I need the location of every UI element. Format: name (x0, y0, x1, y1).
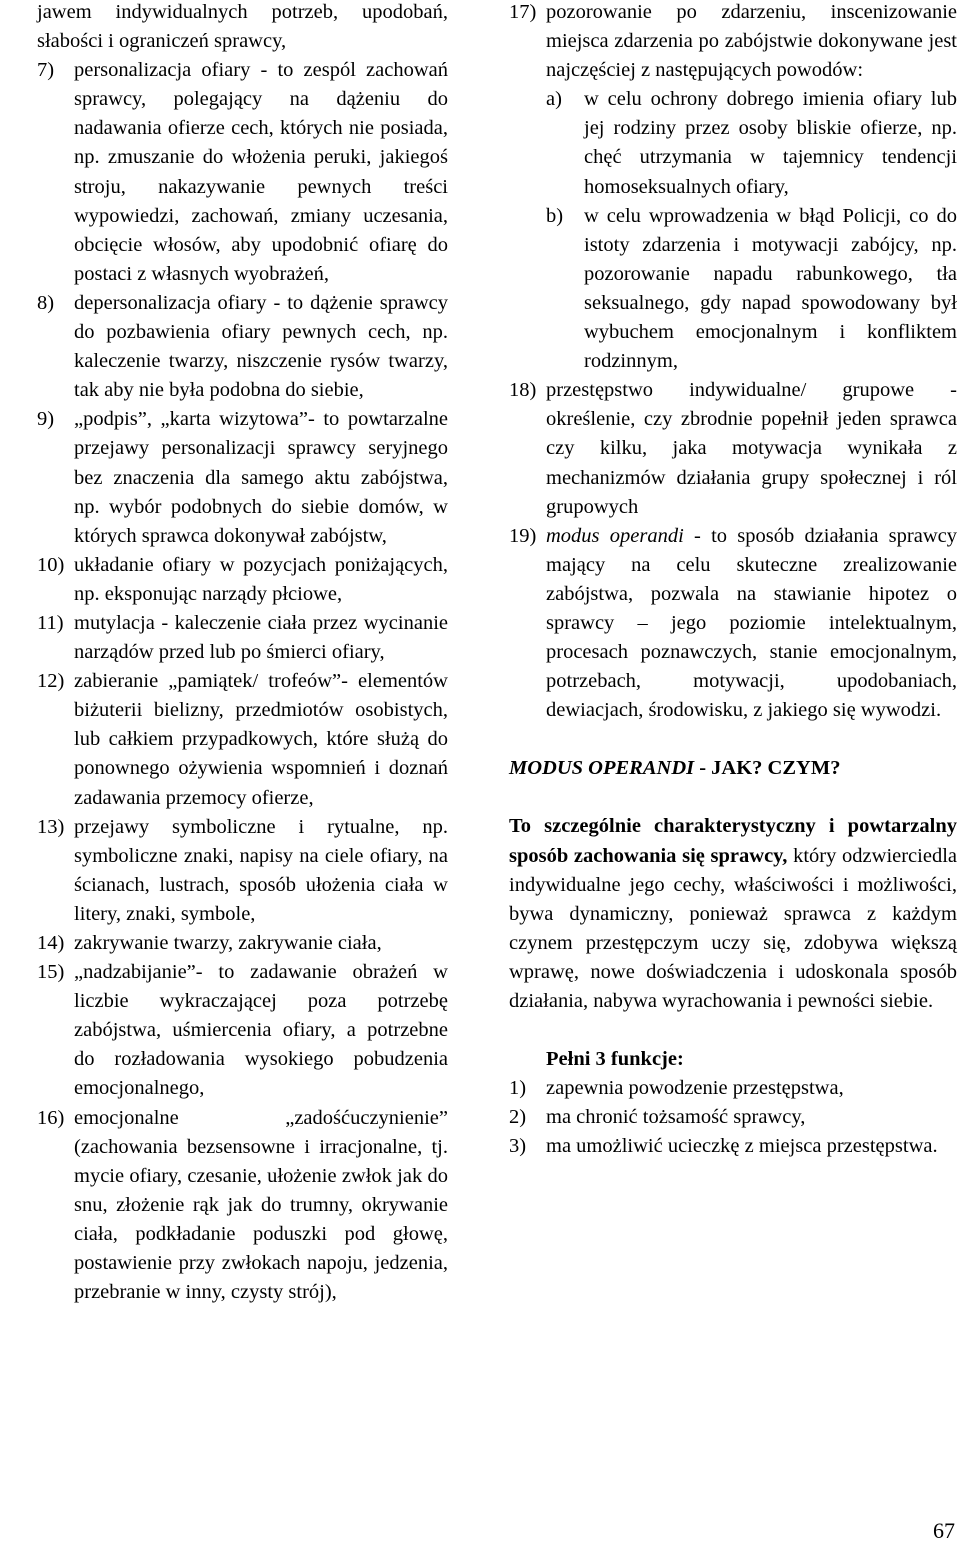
list-text: „nadzabijanie”- to zadawanie obrażeń w liczbie wykraczającej poza potrzebę zabójstwa, uśmiercenia ofiary, a potrzebne do rozładowania wysokiego pobudzenia emocjonalnego, (74, 961, 448, 1100)
sub-letter: b) (546, 204, 564, 227)
function-item-1 (509, 1074, 957, 1103)
spacer (509, 1016, 957, 1045)
list-number: 9) (37, 408, 55, 431)
list-text: zakrywanie twarzy, zakrywanie ciała, (74, 932, 382, 954)
paragraph-rest: który odzwierciedla indywidualne jego cechy, właściwości i możliwości, bywa dynamiczny, ponieważ sprawca z każdym czynem przestępczym uczy się, zdobywa większą wprawę, nowe doświadczenia i udoskonala sposób działania, nabywa wyrachowania i pewności siebie. (509, 844, 957, 1012)
list-item-14 (37, 929, 448, 958)
list-number: 3) (509, 1135, 527, 1158)
heading-italic: MODUS OPERANDI (509, 757, 695, 780)
sub-text: w celu wprowadzenia w błąd Policji, co do istoty zdarzenia i motywacji zabójcy, np. pozorowanie napadu rabunkowego, tła seksualnego, gdy napad spowodowany był wybuchem emocjonalnym i konfliktem rodzinnym, (584, 204, 957, 373)
right-column (509, 0, 957, 1161)
modus-paragraph (509, 812, 957, 1016)
list-text: przestępstwo indywidualne/ grupowe - określenie, czy zbrodnie popełnił jeden sprawca czy kilku, jaka motywacja wynikała z mechanizmów działania grupy społecznej i ról grupowych (546, 379, 957, 518)
function-item-2 (509, 1103, 957, 1132)
list-text: układanie ofiary w pozycjach poniżających, np. eksponując narządy płciowe, (74, 553, 448, 605)
sub-text: w celu ochrony dobrego imienia ofiary lub jej rodziny przez osoby bliskie ofierze, np. chęć utrzymania w tajemnicy tendencji homoseksualnych ofiary, (584, 88, 957, 198)
page-number: 67 (933, 1518, 955, 1543)
sub-item-a (546, 85, 957, 201)
list-item-7 (37, 56, 448, 289)
list-item-18 (509, 376, 957, 521)
list-text: zapewnia powodzenie przestępstwa, (546, 1077, 844, 1100)
list-text: personalizacja ofiary - to zespól zachowań sprawcy, polegający na dążeniu do nadawania ofierze cech, których nie posiada, np. zmuszanie do włożenia peruki, jakiegoś stroju, nakazywanie pewnych treści wypowiedzi, zachowań, zmiany uczesania, obcięcie włosów, aby upodobnić ofiarę do postaci z własnych wyobrażeń, (74, 59, 448, 285)
list-text: ma chronić tożsamość sprawcy, (546, 1106, 806, 1129)
list-text-rest: - to sposób działania sprawcy mający na celu skuteczne zrealizowanie zabójstwa, pozwala na stawianie hipotez o sprawcy – jego poziomie intelektualnym, procesach poznawczych, stanie emocjonalnym, potrzebach, motywacji, upodobaniach, dewiacjach, środowisku, z jakiego się wywodzi. (546, 524, 957, 722)
heading-rest: - JAK? CZYM? (694, 757, 841, 780)
spacer (509, 725, 957, 754)
list-text: pozorowanie po zdarzeniu, inscenizowanie miejsca zdarzenia po zabójstwie dokonywane jest najczęściej z następujących powodów: (546, 1, 957, 82)
list-number: 8) (37, 291, 55, 314)
list-number: 10) (37, 553, 65, 576)
sub-letter: a) (546, 88, 562, 111)
section-heading (509, 754, 957, 783)
function-item-3 (509, 1132, 957, 1161)
paragraph-bold: To szczególnie charakterystyczny i powtarzalny sposób zachowania się sprawcy, (509, 815, 957, 867)
list-number: 16) (37, 1106, 65, 1129)
list-text: przejawy symboliczne i rytualne, np. symboliczne znaki, napisy na ciele ofiary, na ścianach, lustrach, sposób ułożenia ciała w litery, znaki, symbole, (74, 815, 448, 925)
list-number: 13) (37, 815, 65, 838)
list-item-16 (37, 1104, 448, 1308)
list-number: 1) (509, 1077, 527, 1100)
list-item-12 (37, 667, 448, 812)
list-number: 17) (509, 1, 537, 23)
functions-title: Pełni 3 funkcje: (546, 1048, 684, 1071)
list-number: 12) (37, 670, 65, 693)
list-number: 2) (509, 1106, 527, 1129)
list-item-10 (37, 551, 448, 609)
list-item-19 (509, 522, 957, 726)
list-item-8 (37, 289, 448, 405)
modus-operandi-term: modus operandi (546, 524, 684, 547)
list-text: mutylacja - kaleczenie ciała przez wycinanie narządów przed lub po śmierci ofiary, (74, 611, 448, 664)
list-text: ma umożliwić ucieczkę z miejsca przestępstwa. (546, 1135, 938, 1158)
list-item-9 (37, 405, 448, 550)
list-item-15 (37, 958, 448, 1103)
list-number: 15) (37, 961, 65, 984)
continuation-text: jawem indywidualnych potrzeb, upodobań, słabości i ograniczeń sprawcy, (37, 1, 448, 53)
list-number: 14) (37, 932, 65, 954)
list-item-17 (509, 0, 957, 85)
list-text: depersonalizacja ofiary - to dążenie sprawcy do pozbawienia ofiary pewnych cech, np. kaleczenie twarzy, niszczenie rysów twarzy, tak aby nie była podobna do siebie, (74, 291, 448, 402)
list-text: „podpis”, „karta wizytowa”- to powtarzalne przejawy personalizacji sprawcy seryjnego bez znaczenia dla samego aktu zabójstwa, np. wybór podobnych do siebie domów, w których sprawca dokonywał zabójstw, (74, 408, 448, 547)
list-number: 18) (509, 379, 537, 402)
list-item-11 (37, 609, 448, 667)
spacer (509, 783, 957, 812)
list-number: 7) (37, 59, 55, 82)
list-number: 19) (509, 524, 537, 547)
list-text (546, 522, 957, 726)
list-item-13 (37, 813, 448, 929)
list-text: zabieranie „pamiątek/ trofeów”- elementów biżuterii bielizny, przedmiotów osobistych, lub całkiem przypadkowych, które służą do ponownego ożywienia wspomnień i doznań zadawania przemocy ofierze, (74, 670, 448, 809)
left-column (37, 0, 448, 1307)
list-text: emocjonalne „zadośćuczynienie” (zachowania bezsensowne i irracjonalne, tj. mycie ofiary, czesanie, ułożenie zwłok jak do snu, złożenie rąk jak do trumny, okrywanie ciała, podkładanie poduszki pod głowę, postawienie przy zwłokach napoju, jedzenia, przebranie w inny, czysty strój), (74, 1106, 448, 1304)
sub-item-b (546, 202, 957, 377)
list-number: 11) (37, 611, 64, 634)
